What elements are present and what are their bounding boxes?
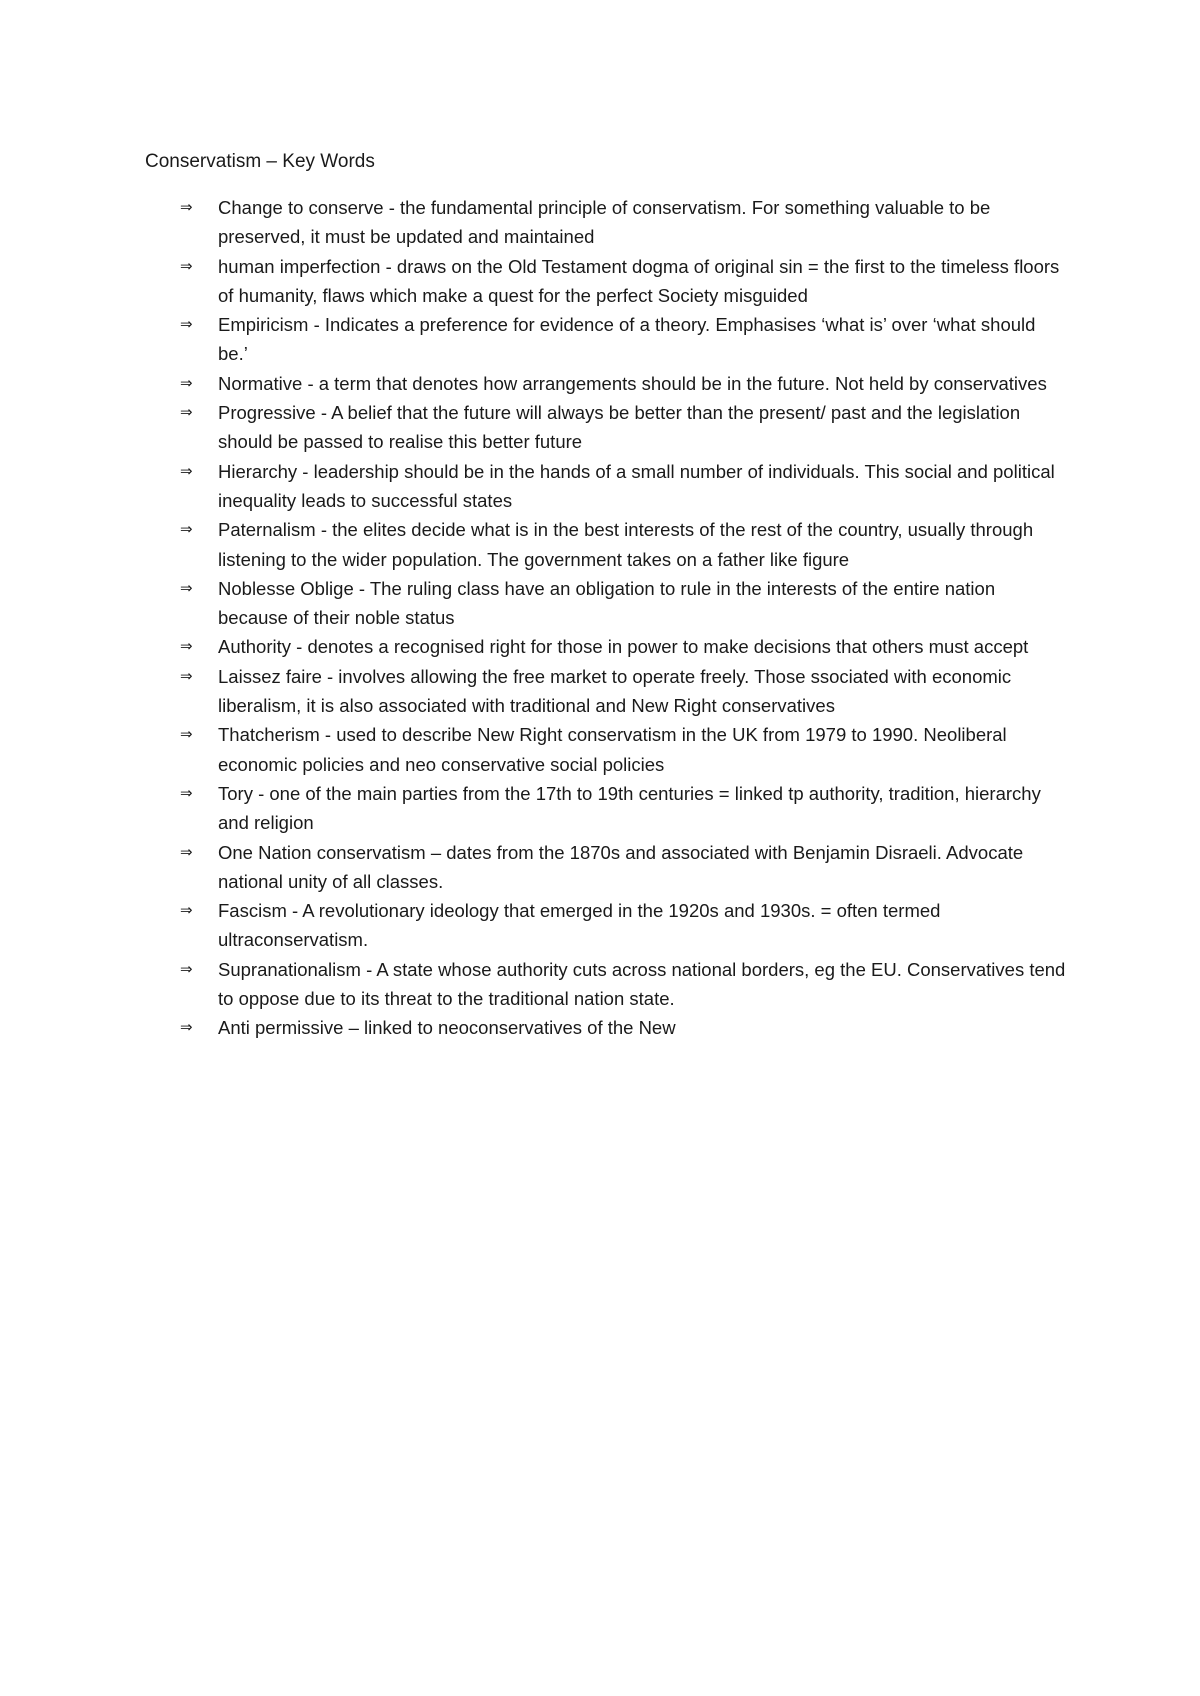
list-item-text: Progressive - A belief that the future will always be better than the present/ past and the legislation should be passed to realise this better future — [218, 402, 1021, 453]
list-item — [180, 779, 1070, 838]
list-item-text: Laissez faire - involves allowing the free market to operate freely. Those ssociated with economic liberalism, it is also associated with traditional and New Right conservatives — [218, 665, 1012, 717]
list-item — [180, 632, 1070, 661]
list-item — [180, 457, 1070, 516]
double-right-arrow-icon: ⇒ — [180, 520, 193, 539]
list-item — [180, 896, 1070, 955]
list-item-text: One Nation conservatism – dates from the 1870s and associated with Benjamin Disraeli. Advocate national unity of all classes. — [218, 841, 1024, 892]
double-right-arrow-icon: ⇒ — [180, 901, 193, 920]
list-item-text: Empiricism - Indicates a preference for evidence of a theory. Emphasises ‘what is’ over ‘what should be.’ — [218, 314, 1036, 365]
list-item — [180, 252, 1070, 311]
double-right-arrow-icon: ⇒ — [180, 403, 193, 422]
double-right-arrow-icon: ⇒ — [180, 842, 193, 861]
double-right-arrow-icon: ⇒ — [180, 1018, 193, 1037]
list-item — [180, 515, 1070, 574]
double-right-arrow-icon: ⇒ — [180, 783, 193, 802]
list-item — [180, 720, 1070, 779]
list-item-text: Thatcherism - used to describe New Right conservatism in the UK from 1979 to 1990. Neoliberal economic policies and neo conservative social policies — [218, 724, 1007, 775]
list-item — [180, 574, 1070, 633]
double-right-arrow-icon: ⇒ — [180, 256, 193, 275]
list-item-text: Tory - one of the main parties from the 17th to 19th centuries = linked tp authority, tradition, hierarchy and religion — [218, 782, 1041, 834]
double-right-arrow-icon: ⇒ — [180, 666, 193, 685]
key-words-list — [180, 193, 1070, 1043]
list-item-text: Noblesse Oblige - The ruling class have an obligation to rule in the interests of the entire nation because of their noble status — [218, 577, 996, 629]
double-right-arrow-icon: ⇒ — [180, 637, 193, 656]
page-title: Conservatism – Key Words — [145, 151, 375, 172]
double-right-arrow-icon: ⇒ — [180, 198, 193, 216]
list-item — [180, 398, 1070, 457]
list-item — [180, 955, 1070, 1014]
double-right-arrow-icon: ⇒ — [180, 959, 193, 978]
list-item — [180, 310, 1070, 369]
list-item-text: Authority - denotes a recognised right for those in power to make decisions that others must accept — [218, 636, 1029, 658]
list-item — [180, 838, 1070, 897]
list-item-text: Supranationalism - A state whose authority cuts across national borders, eg the EU. Conservatives tend to oppose due to its threat to the traditional nation state. — [218, 958, 1066, 1010]
double-right-arrow-icon: ⇒ — [180, 373, 193, 392]
list-item-text: Normative - a term that denotes how arrangements should be in the future. Not held by conservatives — [218, 372, 1047, 394]
list-item-text: Paternalism - the elites decide what is in the best interests of the rest of the country, usually through listening to the wider population. The government takes on a father like figure — [218, 519, 1034, 570]
list-item — [180, 662, 1070, 721]
double-right-arrow-icon: ⇒ — [180, 578, 193, 597]
double-right-arrow-icon: ⇒ — [180, 725, 193, 744]
double-right-arrow-icon: ⇒ — [180, 461, 193, 480]
list-item-text: human imperfection - draws on the Old Testament dogma of original sin = the first to the timeless floors of humanity, flaws which make a quest for the perfect Society misguided — [218, 255, 1060, 306]
list-item — [180, 1013, 1070, 1042]
list-item-text: Anti permissive – linked to neoconservatives of the New — [218, 1017, 676, 1039]
list-item-text: Hierarchy - leadership should be in the hands of a small number of individuals. This social and political inequality leads to successful states — [218, 460, 1055, 511]
double-right-arrow-icon: ⇒ — [180, 315, 193, 334]
list-item — [180, 193, 1070, 252]
list-item — [180, 369, 1070, 398]
list-item-text: Fascism - A revolutionary ideology that emerged in the 1920s and 1930s. = often termed ultraconservatism. — [218, 900, 941, 951]
list-item-text: Change to conserve - the fundamental principle of conservatism. For something valuable to be preserved, it must be updated and maintained — [218, 197, 991, 248]
